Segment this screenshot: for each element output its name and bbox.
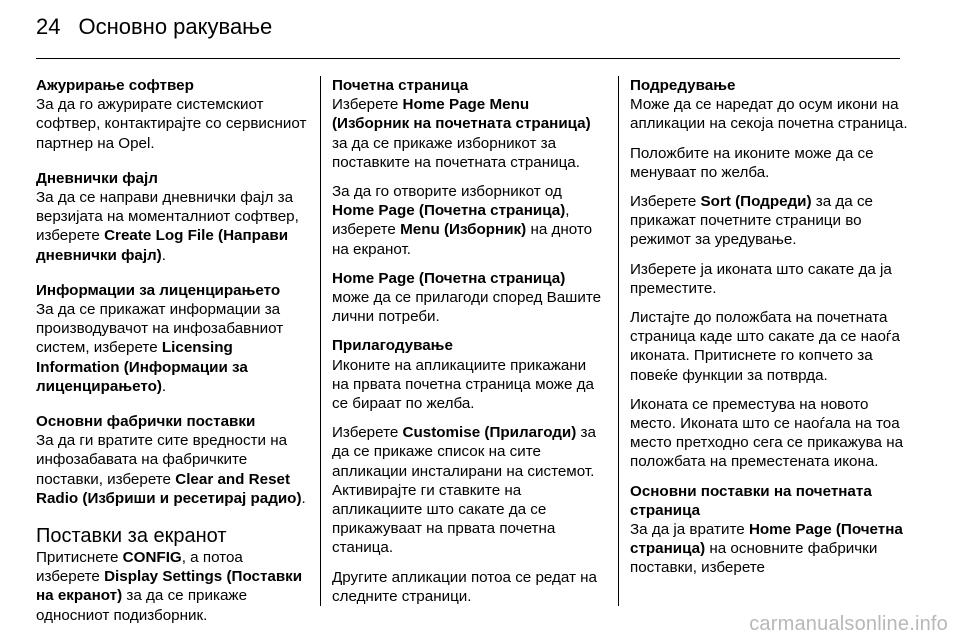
page-number: 24	[36, 14, 61, 39]
section-text: За да ги вратите сите вредности на инфозабавата на фабричките поставки, изберете	[36, 432, 288, 488]
paragraph	[630, 144, 910, 182]
section-home-page-defaults	[630, 482, 910, 578]
section-text: Иконата се преместува на новото место. Иконата што се наоѓала на тоа место претходно сега се прикажува на положбата на преместената икона.	[630, 395, 904, 471]
column-divider	[320, 76, 321, 606]
menu-option: Menu (Изборник)	[400, 221, 527, 239]
section-text: за да се прикаже список на сите апликации инсталирани на системот. Активирајте ги ставките на апликациите што сакате да се прикажуваат на првата почетна станица.	[332, 424, 596, 557]
section-home-page-customisable	[332, 269, 606, 327]
paragraph	[630, 192, 910, 250]
section-log-file	[36, 169, 308, 265]
menu-option: Home Page Menu (Изборник на почетната страница)	[332, 96, 591, 133]
menu-option: Clear and Reset Radio (Избриши и ресетирај радио)	[36, 470, 302, 507]
section-heading: Почетна страница	[332, 77, 469, 94]
section-factory-defaults	[36, 412, 308, 508]
section-heading: Ажурирање софтвер	[36, 77, 194, 94]
section-heading: Основни поставки на почетната страница	[630, 482, 872, 519]
paragraph	[332, 568, 606, 606]
section-licensing	[36, 281, 308, 396]
section-heading: Дневнички фајл	[36, 169, 158, 187]
column-divider	[618, 76, 619, 606]
section-text: За да го отворите изборникот од	[332, 183, 562, 201]
section-text: на основните фабрички поставки, изберете	[630, 540, 878, 577]
section-text: За да ја вратите	[630, 521, 749, 539]
section-text: Изберете	[630, 193, 701, 211]
punctuation: .	[161, 377, 167, 395]
section-home-page	[332, 76, 606, 172]
section-software-update	[36, 76, 308, 153]
section-heading: Основни фабрички поставки	[36, 413, 256, 431]
menu-option: Display Settings (Поставки на екранот)	[36, 568, 303, 605]
section-text: на дното на екранот.	[332, 221, 593, 258]
menu-option: Customise (Прилагоди)	[402, 424, 577, 442]
menu-option: Create Log File (Направи дневнички фајл)	[36, 227, 289, 264]
header-rule	[36, 58, 900, 59]
section-heading: Home Page (Почетна страница)	[332, 269, 566, 287]
section-text: За да се направи дневнички фајл за верзијата на моменталниот софтвер, изберете	[36, 189, 299, 245]
button-name: CONFIG	[122, 549, 182, 567]
section-text: за да се прикаже изборникот за поставките на почетната страница.	[332, 134, 580, 171]
menu-option: Sort (Подреди)	[700, 193, 812, 211]
column-3	[630, 76, 910, 594]
paragraph	[630, 395, 910, 472]
paragraph	[332, 423, 606, 557]
section-heading: Прилагодување	[332, 337, 453, 355]
punctuation: .	[301, 489, 306, 507]
section-heading: Подредување	[630, 77, 736, 94]
section-text: Изберете	[332, 424, 403, 442]
section-text: Листајте до положбата на почетната страница каде што сакате да се наоѓа иконата. Притиснете го копчето за повеќе функции за потврда.	[630, 309, 900, 384]
section-text: Положбите на иконите може да се менуваат по желба.	[630, 144, 874, 181]
section-text: Изберете	[332, 96, 403, 114]
section-text: може да се прилагоди според Вашите лични потреби.	[332, 289, 602, 326]
menu-option: Home Page (Почетна страница)	[630, 521, 903, 558]
menu-option: Licensing Information (Информации за лиценцирањето)	[36, 339, 248, 395]
section-heading-large: Поставки за екранот	[36, 525, 227, 548]
watermark: carmanualsonline.info	[749, 613, 948, 635]
section-text: Може да се наредат до осум икони на апликации на секоја почетна страница.	[630, 96, 908, 133]
section-text: за да се прикаже односниот подизборник.	[36, 587, 248, 624]
section-text: Притиснете	[36, 549, 123, 567]
page-header	[36, 14, 272, 48]
section-text: За да се прикажат информации за производувачот на инфозабавниот систем, изберете	[36, 301, 284, 357]
section-text: за да се прикажат почетните страници во режимот за уредување.	[630, 193, 873, 249]
section-customise	[332, 336, 606, 413]
section-text: , изберете	[332, 202, 570, 239]
section-display-settings	[36, 524, 308, 625]
section-text: Иконите на апликациите прикажани на првата почетна страница може да се бираат по желба.	[332, 356, 594, 413]
section-text: , а потоа изберете	[36, 549, 243, 586]
section-text: Изберете ја иконата што сакате да ја преместите.	[630, 260, 892, 297]
section-text: Другите апликации потоа се редат на следните страници.	[332, 568, 597, 605]
menu-option: Home Page (Почетна страница)	[332, 202, 566, 220]
paragraph	[332, 182, 606, 259]
section-heading: Информации за лиценцирањето	[36, 281, 281, 299]
column-2	[332, 76, 606, 612]
paragraph	[630, 260, 910, 298]
section-sort	[630, 76, 910, 134]
column-1	[36, 76, 308, 641]
paragraph	[630, 308, 910, 385]
section-text: За да го ажурирате системскиот софтвер, контактирајте со сервисниот партнер на Opel.	[36, 96, 307, 152]
punctuation: .	[161, 246, 166, 264]
page-title: Основно ракување	[78, 14, 273, 39]
